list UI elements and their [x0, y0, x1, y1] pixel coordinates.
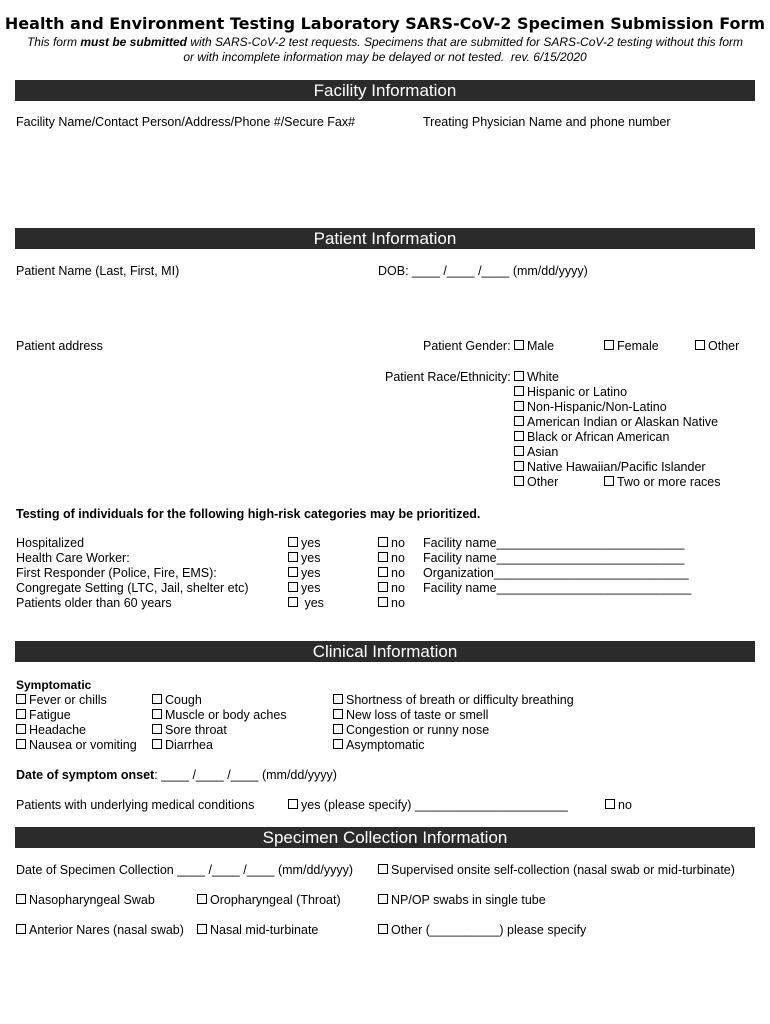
symptom-label: Diarrhea: [165, 738, 213, 752]
checkbox-icon: [16, 709, 26, 719]
risk-labels: [16, 536, 249, 611]
symptom-nausea[interactable]: [16, 738, 137, 753]
checkbox-icon: [378, 582, 388, 592]
checkbox-icon: [333, 739, 343, 749]
symptom-loss-of-taste[interactable]: [333, 708, 574, 723]
race-option-asian[interactable]: [514, 445, 721, 460]
oropharyngeal-label: Oropharyngeal (Throat): [210, 893, 341, 907]
risk-no-checkbox[interactable]: [378, 536, 405, 551]
no-label: no: [391, 551, 405, 565]
race-option-non-hispanic[interactable]: [514, 400, 721, 415]
checkbox-icon: [514, 386, 524, 396]
symptom-congestion[interactable]: [333, 723, 574, 738]
risk-no-checkbox[interactable]: [378, 551, 405, 566]
form-title: Health and Environment Testing Laboratory SARS-CoV-2 Specimen Submission Form: [4, 14, 766, 33]
supervised-collection-checkbox[interactable]: [378, 863, 735, 878]
risk-no-column: [378, 536, 405, 611]
patient-address-label: Patient address: [16, 339, 103, 353]
symptom-column-2: [152, 693, 287, 753]
yes-label: yes: [301, 551, 321, 565]
gender-other-checkbox[interactable]: [695, 339, 739, 354]
underlying-conditions-label: Patients with underlying medical conditions: [16, 798, 255, 812]
race-option-white[interactable]: [514, 370, 721, 385]
facility-section-header: Facility Information: [15, 80, 755, 101]
race-option-hispanic[interactable]: [514, 385, 721, 400]
symptom-label: Fatigue: [29, 708, 71, 722]
checkbox-icon: [604, 340, 614, 350]
symptom-label: Shortness of breath or difficulty breathing: [346, 693, 574, 707]
race-option-other[interactable]: [514, 475, 604, 490]
gender-label: Patient Gender:: [423, 339, 511, 353]
risk-label-older-60: Patients older than 60 years: [16, 596, 172, 610]
checkbox-icon: [378, 894, 388, 904]
npop-single-tube-checkbox[interactable]: [378, 893, 546, 908]
checkbox-icon: [288, 597, 298, 607]
risk-facility-name-field[interactable]: Facility name____________________________: [423, 581, 692, 595]
symptom-muscle-aches[interactable]: [152, 708, 287, 723]
symptom-onset-field[interactable]: [16, 768, 337, 783]
symptom-label: Sore throat: [165, 723, 227, 737]
symptom-asymptomatic[interactable]: [333, 738, 574, 753]
checkbox-icon: [378, 567, 388, 577]
checkbox-icon: [152, 739, 162, 749]
symptom-label: Asymptomatic: [346, 738, 425, 752]
race-option-label: Asian: [527, 445, 559, 459]
symptom-onset-label: Date of symptom onset: [16, 768, 155, 782]
symptom-label: New loss of taste or smell: [346, 708, 489, 722]
gender-female-checkbox[interactable]: [604, 339, 659, 354]
no-label: no: [391, 596, 405, 610]
checkbox-icon: [378, 537, 388, 547]
nasal-mid-turbinate-label: Nasal mid-turbinate: [210, 923, 319, 937]
symptom-label: Muscle or body aches: [165, 708, 287, 722]
conditions-no-label: no: [618, 798, 632, 812]
risk-label-first-responder: First Responder (Police, Fire, EMS):: [16, 566, 217, 580]
gender-male-label: Male: [527, 339, 555, 353]
symptom-fever[interactable]: [16, 693, 137, 708]
checkbox-icon: [16, 894, 26, 904]
anterior-nares-checkbox[interactable]: [16, 923, 184, 938]
checkbox-icon: [514, 416, 524, 426]
dob-field[interactable]: DOB: ____ /____ /____ (mm/dd/yyyy): [378, 264, 588, 278]
risk-yes-checkbox[interactable]: [288, 536, 324, 551]
risk-yes-checkbox[interactable]: [288, 566, 324, 581]
symptom-sore-throat[interactable]: [152, 723, 287, 738]
symptom-shortness-of-breath[interactable]: [333, 693, 574, 708]
symptom-fatigue[interactable]: [16, 708, 137, 723]
symptom-column-3: [333, 693, 574, 753]
checkbox-icon: [152, 709, 162, 719]
risk-yes-checkbox[interactable]: [288, 581, 324, 596]
clinical-section-header: Clinical Information: [15, 641, 755, 662]
race-option-american-indian[interactable]: [514, 415, 721, 430]
symptom-label: Fever or chills: [29, 693, 107, 707]
risk-no-checkbox[interactable]: [378, 566, 405, 581]
revision-date: rev. 6/15/2020: [510, 50, 587, 64]
oropharyngeal-checkbox[interactable]: [197, 893, 341, 908]
patient-name-label: Patient Name (Last, First, MI): [16, 264, 180, 278]
checkbox-icon: [378, 552, 388, 562]
symptom-label: Congestion or runny nose: [346, 723, 490, 737]
checkbox-icon: [514, 401, 524, 411]
yes-label: yes: [301, 581, 321, 595]
no-label: no: [391, 566, 405, 580]
race-option-label: American Indian or Alaskan Native: [527, 415, 719, 429]
yes-label: yes: [301, 536, 321, 550]
symptom-headache[interactable]: [16, 723, 137, 738]
npop-single-tube-label: NP/OP swabs in single tube: [391, 893, 546, 907]
other-specimen-checkbox[interactable]: [378, 923, 586, 938]
checkbox-icon: [288, 537, 298, 547]
race-option-other-row: [514, 475, 721, 490]
race-option-label: Hispanic or Latino: [527, 385, 628, 399]
checkbox-icon: [378, 597, 388, 607]
checkbox-icon: [333, 694, 343, 704]
checkbox-icon: [152, 694, 162, 704]
symptomatic-label: Symptomatic: [16, 678, 92, 692]
gender-other-label: Other: [708, 339, 740, 353]
checkbox-icon: [16, 724, 26, 734]
no-label: no: [391, 536, 405, 550]
yes-label: yes: [301, 566, 321, 580]
race-option-label: Non-Hispanic/Non-Latino: [527, 400, 667, 414]
symptom-diarrhea[interactable]: [152, 738, 287, 753]
nasopharyngeal-checkbox[interactable]: [16, 893, 155, 908]
risk-extra-column: [423, 536, 691, 596]
symptom-label: Headache: [29, 723, 86, 737]
checkbox-icon: [16, 694, 26, 704]
checkbox-icon: [514, 340, 524, 350]
risk-label-hospitalized: Hospitalized: [16, 536, 85, 550]
checkbox-icon: [514, 371, 524, 381]
risk-facility-name-field[interactable]: Facility name___________________________: [423, 551, 685, 565]
no-label: no: [391, 581, 405, 595]
collection-date-field[interactable]: Date of Specimen Collection ____ /____ /____ (mm/dd/yyyy): [16, 863, 353, 877]
gender-male-checkbox[interactable]: [514, 339, 554, 354]
checkbox-icon: [288, 552, 298, 562]
race-option-two-or-more[interactable]: [604, 475, 721, 489]
checkbox-icon: [514, 476, 524, 486]
risk-heading: Testing of individuals for the following high-risk categories may be prioritized.: [16, 507, 481, 521]
race-option-label: Two or more races: [617, 475, 721, 489]
race-option-label: Other: [527, 475, 559, 489]
underlying-conditions-no[interactable]: [605, 798, 632, 813]
checkbox-icon: [514, 431, 524, 441]
patient-section-header: Patient Information: [15, 228, 755, 249]
risk-no-checkbox[interactable]: [378, 596, 405, 611]
race-option-label: White: [527, 370, 559, 384]
checkbox-icon: [514, 446, 524, 456]
risk-yes-checkbox[interactable]: [288, 596, 324, 611]
yes-label: yes: [304, 596, 324, 610]
checkbox-icon: [605, 799, 615, 809]
subtitle-bold: must be submitted: [80, 35, 187, 49]
risk-yes-column: [288, 536, 324, 611]
risk-no-checkbox[interactable]: [378, 581, 405, 596]
checkbox-icon: [16, 924, 26, 934]
race-label: Patient Race/Ethnicity:: [385, 370, 511, 384]
checkbox-icon: [695, 340, 705, 350]
race-option-black[interactable]: [514, 430, 721, 445]
nasal-mid-turbinate-checkbox[interactable]: [197, 923, 318, 938]
symptom-label: Nausea or vomiting: [29, 738, 137, 752]
symptom-cough[interactable]: [152, 693, 287, 708]
subtitle-post: with SARS-CoV-2 test requests. Specimens that are submitted for SARS-CoV-2 testing without this form or with incomplete information may be delayed or not tested.: [183, 35, 744, 64]
symptom-column-1: [16, 693, 137, 753]
checkbox-icon: [288, 799, 298, 809]
checkbox-icon: [333, 709, 343, 719]
risk-organization-field[interactable]: Organization____________________________: [423, 566, 689, 580]
gender-female-label: Female: [617, 339, 659, 353]
checkbox-icon: [16, 739, 26, 749]
race-option-label: Black or African American: [527, 430, 670, 444]
risk-yes-checkbox[interactable]: [288, 551, 324, 566]
checkbox-icon: [288, 567, 298, 577]
underlying-conditions-yes[interactable]: [288, 798, 568, 813]
conditions-yes-label: yes (please specify) ______________________: [301, 798, 568, 812]
facility-contact-label: Facility Name/Contact Person/Address/Phone #/Secure Fax#: [16, 115, 356, 129]
physician-label: Treating Physician Name and phone number: [423, 115, 671, 129]
specimen-section-header: Specimen Collection Information: [15, 827, 755, 848]
checkbox-icon: [197, 924, 207, 934]
race-option-pacific-islander[interactable]: [514, 460, 721, 475]
nasopharyngeal-label: Nasopharyngeal Swab: [29, 893, 155, 907]
race-options-list: [514, 370, 721, 490]
checkbox-icon: [514, 461, 524, 471]
checkbox-icon: [604, 476, 614, 486]
form-subtitle: [20, 35, 750, 65]
supervised-collection-label: Supervised onsite self-collection (nasal swab or mid-turbinate): [391, 863, 735, 877]
checkbox-icon: [333, 724, 343, 734]
symptom-label: Cough: [165, 693, 202, 707]
risk-facility-name-field[interactable]: Facility name___________________________: [423, 536, 685, 550]
checkbox-icon: [288, 582, 298, 592]
other-specimen-label: Other (__________) please specify: [391, 923, 587, 937]
checkbox-icon: [378, 864, 388, 874]
anterior-nares-label: Anterior Nares (nasal swab): [29, 923, 184, 937]
checkbox-icon: [378, 924, 388, 934]
risk-label-health-care: Health Care Worker:: [16, 551, 130, 565]
checkbox-icon: [152, 724, 162, 734]
race-option-label: Native Hawaiian/Pacific Islander: [527, 460, 706, 474]
subtitle-pre: This form: [26, 35, 81, 49]
checkbox-icon: [197, 894, 207, 904]
risk-label-congregate: Congregate Setting (LTC, Jail, shelter etc): [16, 581, 249, 595]
symptom-onset-value: : ____ /____ /____ (mm/dd/yyyy): [154, 768, 337, 782]
